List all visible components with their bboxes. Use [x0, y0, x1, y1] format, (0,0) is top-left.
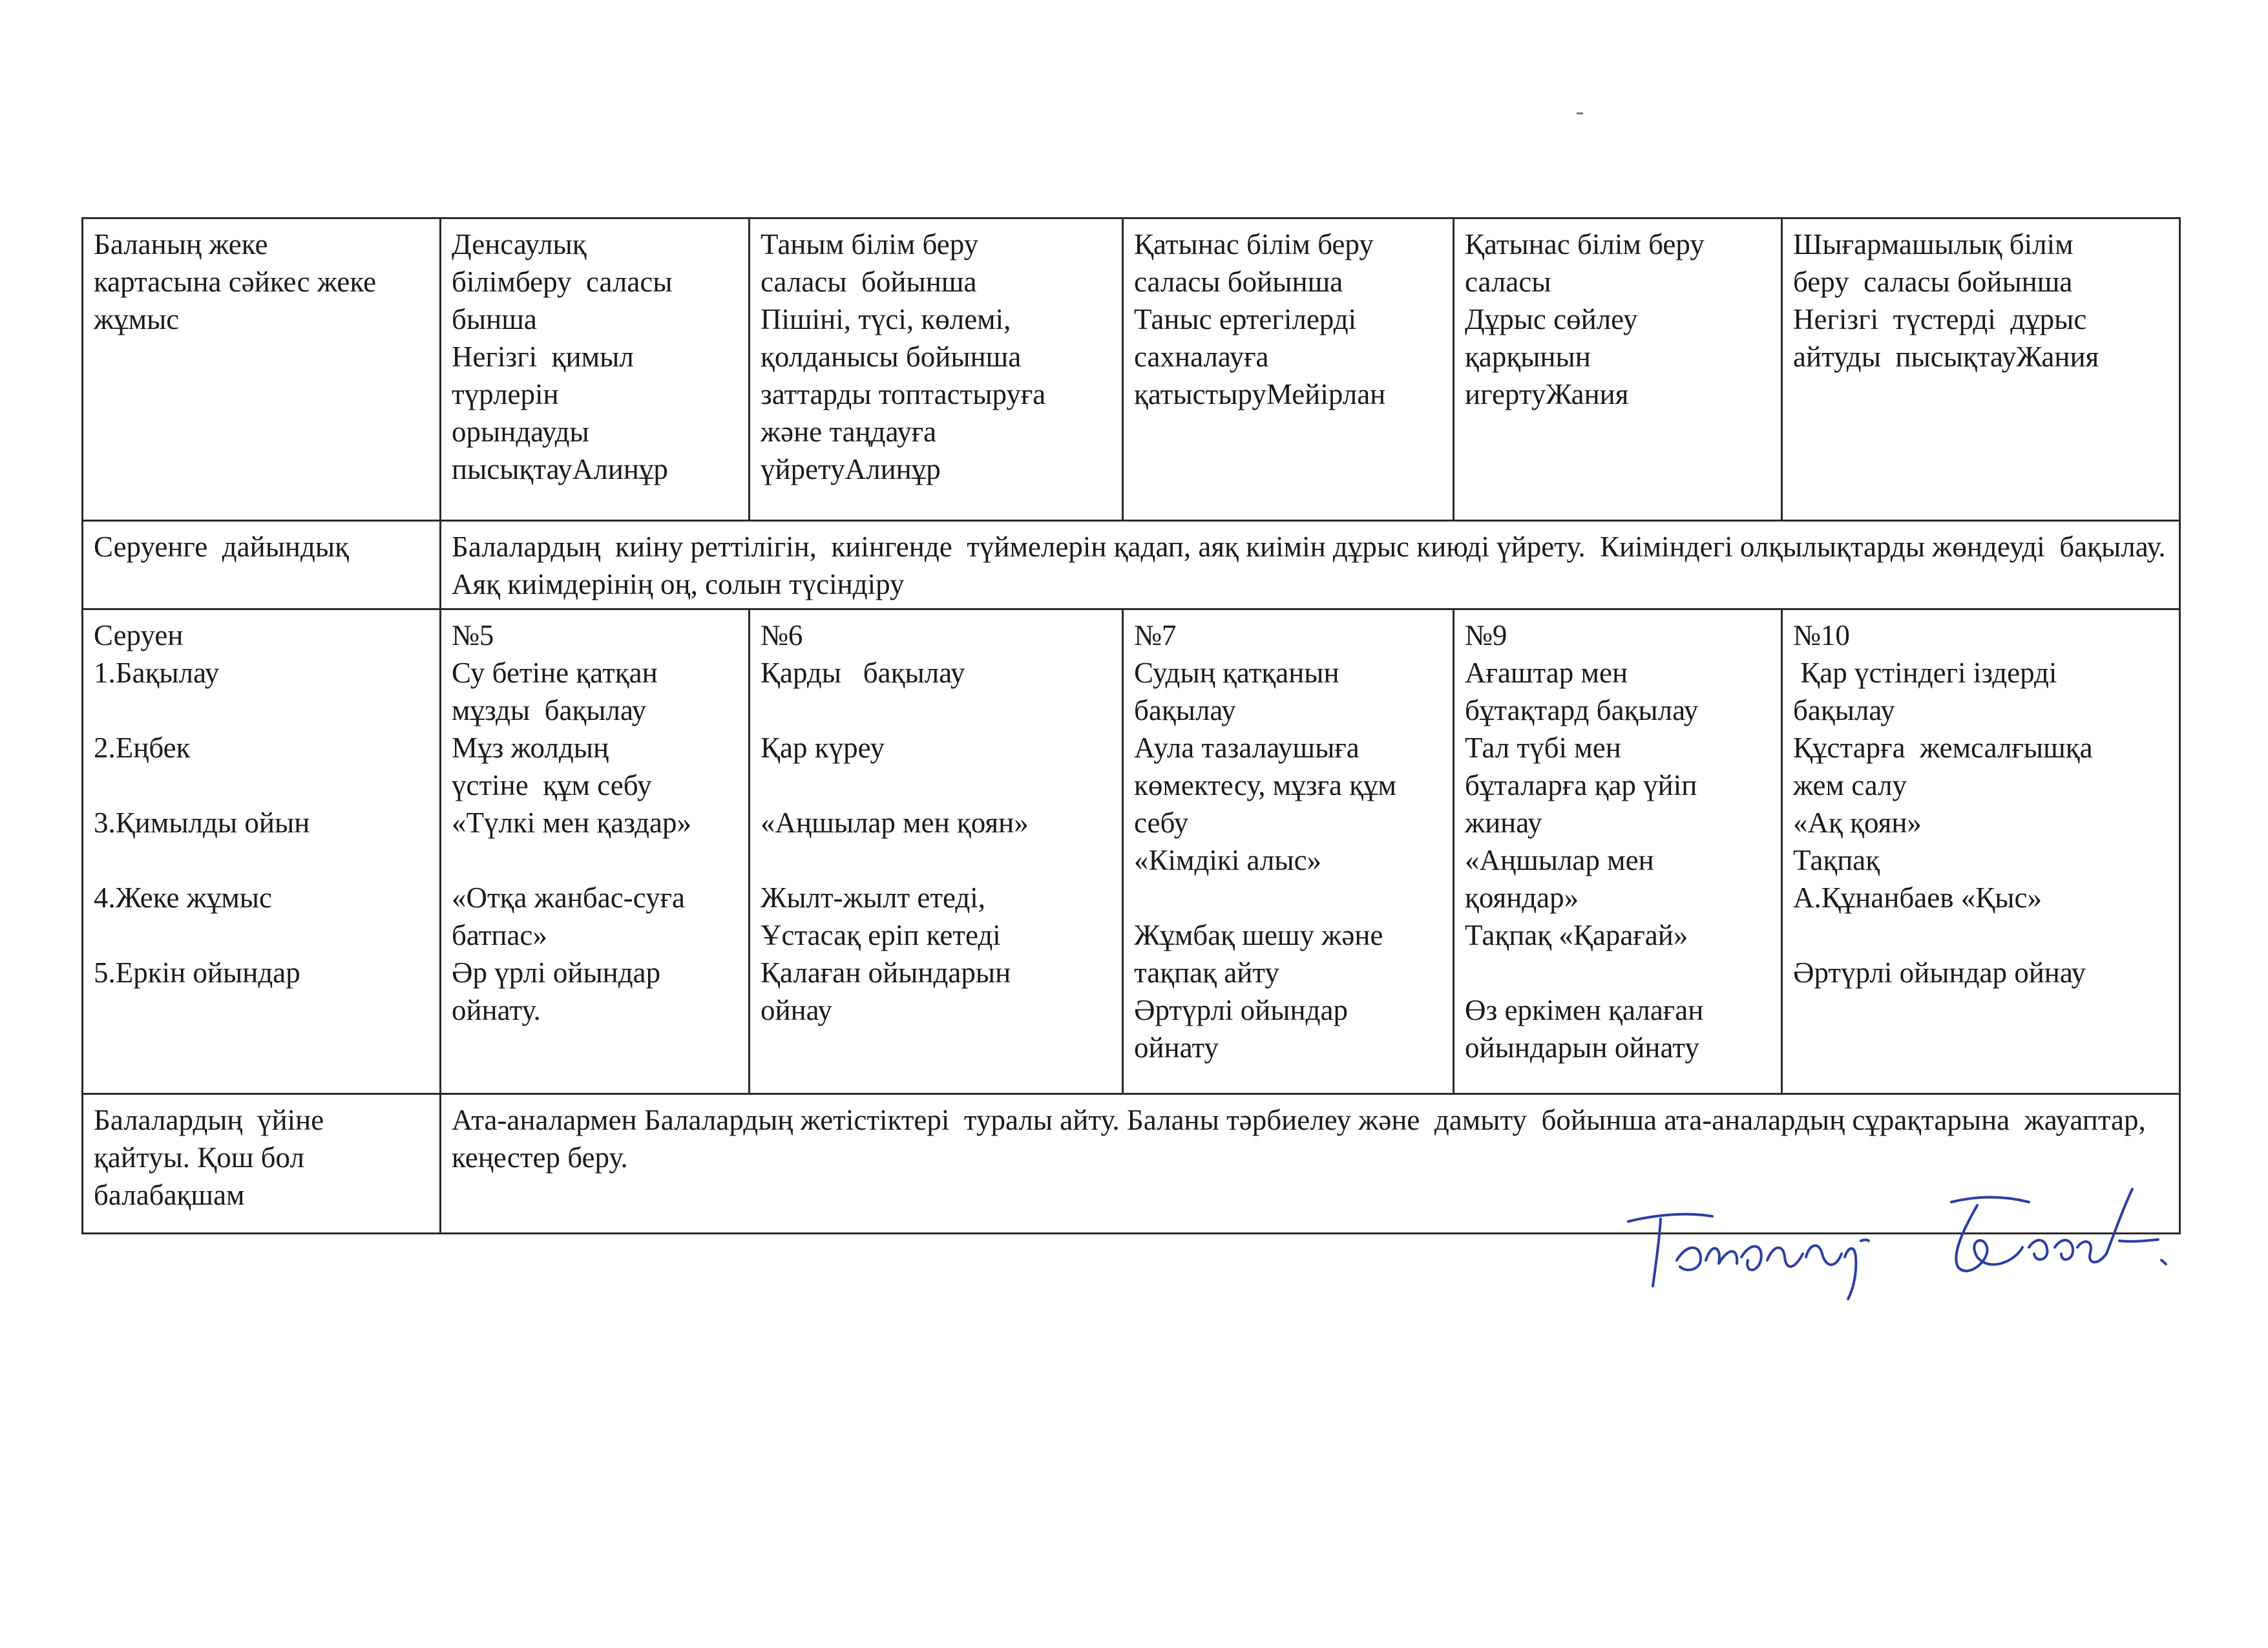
signature-drawing [1615, 1176, 2171, 1305]
row-walk-preparation [83, 521, 2180, 609]
label-walk: Серуен 1.Бақылау 2.Еңбек 3.Қимылды ойын 4.Жеке жұмыс 5.Еркін ойындар [83, 609, 441, 1094]
daily-plan-table [81, 217, 2181, 1234]
cell-walk-10: №10 Қар үстіндегі іздерді бақылау Құстарға жемсалғышқа жем салу «Ақ қоян» Тақпақ А.Құнанбаев «Қыс» Әртүрлі ойындар ойнау [1782, 609, 2180, 1094]
label-going-home: Балалардың үйіне қайтуы. Қош бол балабақшам [83, 1094, 441, 1234]
cell-individual-creativity: Шығармашылық білім беру саласы бойынша Негізгі түстерді дұрыс айтуды пысықтауЖания [1782, 218, 2180, 521]
cell-walk-5: №5 Су бетіне қатқан мұзды бақылау Мұз жолдың үстіне құм себу «Түлкі мен қаздар» «Отқа жанбас-суға батпас» Әр үрлі ойындар ойнату. [441, 609, 750, 1094]
cell-walk-7: №7 Судың қатқанын бақылау Аула тазалаушыға көмектесу, мұзға құм себу «Кімдікі алыс» Жұмбақ шешу және тақпақ айту Әртүрлі ойындар ойнату [1123, 609, 1454, 1094]
cell-walk-preparation: Балалардың киіну реттілігін, киінгенде түймелерін қадап, аяқ киімін дұрыс киюді үйрету. Киіміндегі олқылықтарды жөндеуді бақылау. Аяқ киімдерінің оң, солын түсіндіру [441, 521, 2180, 609]
plan-sheet [81, 217, 2179, 1218]
row-individual-work [83, 218, 2180, 521]
row-walk [83, 609, 2180, 1094]
label-walk-preparation: Серуенге дайындық [83, 521, 441, 609]
cell-individual-health: Денсаулық білімберу саласы бынша Негізгі қимыл түрлерін орындауды пысықтауАлинұр [441, 218, 750, 521]
scan-mark [1577, 112, 1583, 114]
handwritten-signature-icon [1615, 1176, 2171, 1305]
label-individual-work: Баланың жеке картасына сәйкес жеке жұмыс [83, 218, 441, 521]
cell-individual-speech: Қатынас білім беру саласы Дұрыс сөйлеу қарқынын игертуЖания [1454, 218, 1782, 521]
cell-individual-communication: Қатынас білім беру саласы бойынша Таныс ертегілерді сахналауға қатыстыруМейірлан [1123, 218, 1454, 521]
cell-walk-6: №6 Қарды бақылау Қар күреу «Аңшылар мен қоян» Жылт-жылт етеді, Ұстасақ еріп кетеді Қалаған ойындарын ойнау [750, 609, 1123, 1094]
cell-walk-9: №9 Ағаштар мен бұтақтард бақылау Тал түбі мен бұталарға қар үйіп жинау «Аңшылар мен қояндар» Тақпақ «Қарағай» Өз еркімен қалаған ойындарын ойнату [1454, 609, 1782, 1094]
cell-individual-cognition: Таным білім беру саласы бойынша Пішіні, түсі, көлемі, қолданысы бойынша заттарды топтастыруға және таңдауға үйретуАлинұр [750, 218, 1123, 521]
cell-going-home: Ата-аналармен Балалардың жетістіктері туралы айту. Баланы тәрбиелеу және дамыту бойынша ата-аналардың сұрақтарына жауаптар, кеңестер беру. [441, 1094, 2180, 1234]
